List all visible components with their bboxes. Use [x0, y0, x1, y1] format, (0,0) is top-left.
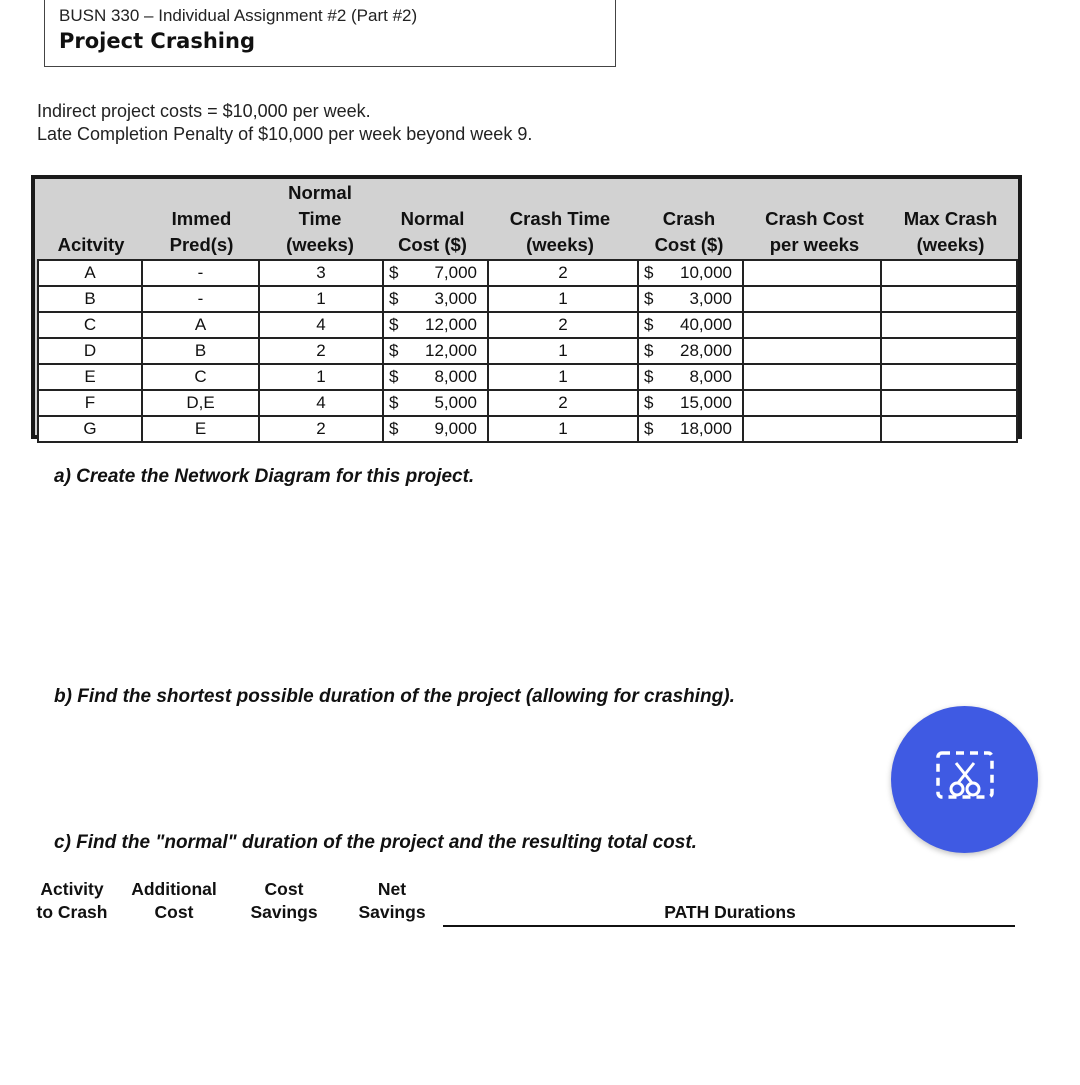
- table-row: [38, 260, 1017, 286]
- crash-cost-cell: $ 15,000: [638, 390, 743, 416]
- activity-cell: C: [38, 312, 142, 338]
- crash-cost-per-week-cell: [743, 390, 881, 416]
- crash-cost-cell: $ 18,000: [638, 416, 743, 442]
- question-a: a) Create the Network Diagram for this project.: [54, 466, 475, 487]
- crash-cost-per-week-cell: [743, 260, 881, 286]
- pred-cell: -: [142, 260, 259, 286]
- col-activity-to-crash: Activity to Crash: [36, 879, 108, 922]
- normal-time-cell: 3: [259, 260, 383, 286]
- crash-cost-per-week-cell: [743, 416, 881, 442]
- question-b: b) Find the shortest possible duration of the project (allowing for crashing).: [54, 686, 735, 707]
- activity-cell: B: [38, 286, 142, 312]
- screenshot-scissors-icon: [932, 749, 998, 811]
- table-row: [38, 390, 1017, 416]
- normal-time-cell: 2: [259, 416, 383, 442]
- header-normal-time: Normal Time (weeks): [286, 182, 354, 255]
- normal-cost-cell: $ 12,000: [383, 312, 488, 338]
- pred-cell: B: [142, 338, 259, 364]
- pred-cell: E: [142, 416, 259, 442]
- normal-time-cell: 1: [259, 364, 383, 390]
- crash-cost-per-week-cell: [743, 338, 881, 364]
- normal-time-cell: 4: [259, 312, 383, 338]
- path-durations-label: PATH Durations: [664, 902, 796, 922]
- normal-cost-cell: $ 3,000: [383, 286, 488, 312]
- table-row: [38, 416, 1017, 442]
- crash-cost-per-week-cell: [743, 312, 881, 338]
- activity-cell: G: [38, 416, 142, 442]
- normal-time-cell: 1: [259, 286, 383, 312]
- table-body: [37, 259, 1018, 443]
- crash-cost-cell: $ 3,000: [638, 286, 743, 312]
- normal-cost-cell: $ 5,000: [383, 390, 488, 416]
- max-crash-cell: [881, 390, 1017, 416]
- crash-time-cell: 2: [488, 390, 638, 416]
- normal-time-cell: 2: [259, 338, 383, 364]
- table-header: [35, 179, 1018, 259]
- path-durations-line: [443, 925, 1015, 927]
- col-additional-cost: Additional Cost: [131, 879, 217, 922]
- activity-cell: E: [38, 364, 142, 390]
- activity-cell: D: [38, 338, 142, 364]
- course-title: BUSN 330 – Individual Assignment #2 (Part #2): [59, 6, 418, 25]
- normal-cost-cell: $ 9,000: [383, 416, 488, 442]
- screenshot-button[interactable]: [891, 706, 1038, 853]
- table-row: [38, 286, 1017, 312]
- max-crash-cell: [881, 312, 1017, 338]
- crash-cost-cell: $ 10,000: [638, 260, 743, 286]
- crash-time-cell: 1: [488, 364, 638, 390]
- indirect-cost-text: Indirect project costs = $10,000 per week.: [37, 101, 371, 121]
- pred-cell: A: [142, 312, 259, 338]
- col-cost-savings: Cost Savings: [250, 879, 318, 922]
- header-max-crash: Max Crash (weeks): [903, 208, 998, 255]
- crash-time-cell: 1: [488, 286, 638, 312]
- max-crash-cell: [881, 338, 1017, 364]
- question-c: c) Find the "normal" duration of the project and the resulting total cost.: [54, 832, 697, 853]
- crash-cost-cell: $ 40,000: [638, 312, 743, 338]
- crash-time-cell: 1: [488, 338, 638, 364]
- pred-cell: C: [142, 364, 259, 390]
- pred-cell: D,E: [142, 390, 259, 416]
- crash-cost-per-week-cell: [743, 286, 881, 312]
- col-net-savings: Net Savings: [358, 879, 426, 922]
- page-title: Project Crashing: [59, 29, 255, 53]
- normal-cost-cell: $ 8,000: [383, 364, 488, 390]
- normal-cost-cell: $ 12,000: [383, 338, 488, 364]
- crash-cost-cell: $ 28,000: [638, 338, 743, 364]
- header-crash-cost-per-week: Crash Cost per weeks: [765, 208, 864, 255]
- header-crash-cost: Crash Cost ($): [654, 208, 724, 255]
- title-box: [44, 0, 616, 67]
- max-crash-cell: [881, 260, 1017, 286]
- crash-cost-cell: $ 8,000: [638, 364, 743, 390]
- header-pred: Immed Pred(s): [169, 208, 234, 255]
- penalty-text: Late Completion Penalty of $10,000 per week beyond week 9.: [37, 124, 533, 144]
- max-crash-cell: [881, 286, 1017, 312]
- crash-time-cell: 1: [488, 416, 638, 442]
- pred-cell: -: [142, 286, 259, 312]
- crash-cost-per-week-cell: [743, 364, 881, 390]
- activity-cell: F: [38, 390, 142, 416]
- normal-cost-cell: $ 7,000: [383, 260, 488, 286]
- header-activity: Acitvity: [57, 234, 125, 255]
- activity-cell: A: [38, 260, 142, 286]
- table-row: [38, 338, 1017, 364]
- max-crash-cell: [881, 364, 1017, 390]
- header-normal-cost: Normal Cost ($): [398, 208, 467, 255]
- table-row: [38, 364, 1017, 390]
- header-crash-time: Crash Time (weeks): [509, 208, 611, 255]
- max-crash-cell: [881, 416, 1017, 442]
- normal-time-cell: 4: [259, 390, 383, 416]
- table-row: [38, 312, 1017, 338]
- crashing-table: [31, 175, 1022, 439]
- project-info: [37, 100, 532, 146]
- crash-time-cell: 2: [488, 260, 638, 286]
- crash-time-cell: 2: [488, 312, 638, 338]
